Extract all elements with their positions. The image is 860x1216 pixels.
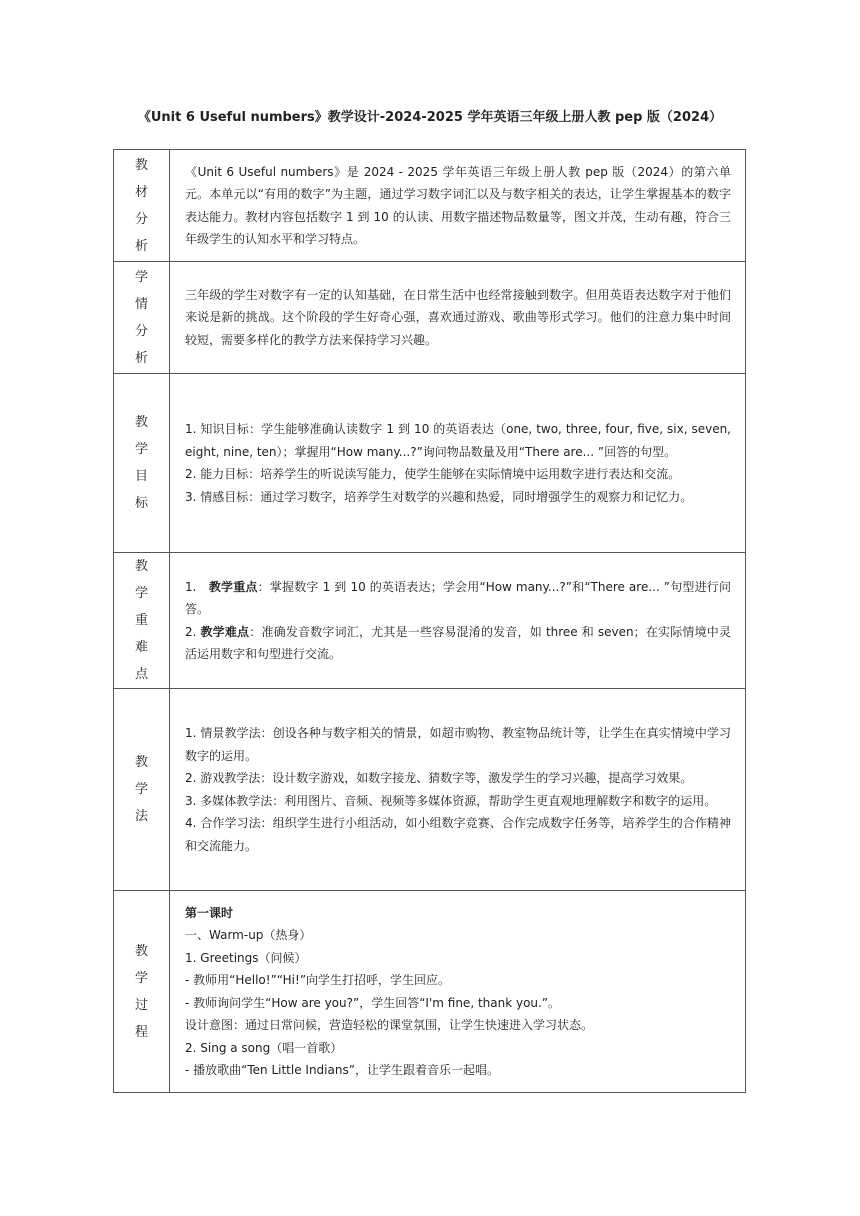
- table-row-key-difficult-points: [114, 553, 746, 689]
- item-prefix: 1.: [185, 579, 209, 594]
- row-content-cell: [170, 262, 746, 374]
- row-label: 教学重难点: [134, 559, 148, 682]
- item-heading: 教学难点: [200, 624, 250, 639]
- row-label-cell: [114, 553, 170, 689]
- item-text: ：掌握数字 1 到 10 的英语表达；学会用“How many...?”和“There are... ”句型进行问答。: [185, 579, 731, 616]
- lesson-heading: 第一课时: [185, 905, 234, 920]
- row-content-cell: [170, 553, 746, 689]
- table-row-learner-analysis: [114, 262, 746, 374]
- row-label: 教学过程: [134, 943, 148, 1040]
- item-text: ：准确发音数字词汇，尤其是一些容易混淆的发音，如 three 和 seven；在实际情境中灵活运用数字和句型进行交流。: [185, 624, 731, 661]
- process-line: 一、Warm-up（热身）: [185, 928, 312, 942]
- process-line: - 播放歌曲“Ten Little Indians”，让学生跟着音乐一起唱。: [185, 1063, 499, 1077]
- paragraph: 《Unit 6 Useful numbers》是 2024 - 2025 学年英语三年级上册人教 pep 版（2024）的第六单元。本单元以“有用的数字”为主题，通过学习数字词汇以及与数字相关的表达，让学生掌握基本的数字表达能力。教材内容包括数字 1 到 10 的认读、用数字描述物品数量等，图文并茂，生动有趣，符合三年级学生的认知水平和学习特点。: [185, 164, 731, 246]
- method-item: 3. 多媒体教学法：利用图片、音频、视频等多媒体资源，帮助学生更直观地理解数字和数字的运用。: [185, 793, 717, 808]
- table-row-textbook-analysis: [114, 150, 746, 262]
- objective-item: 1. 知识目标：学生能够准确认读数字 1 到 10 的英语表达（one, two, three, four, five, six, seven, eight, nine, ten）；掌握用“How many...?”询问物品数量及用“There are... ”回答的句型。: [185, 422, 731, 459]
- item-prefix: 2.: [185, 624, 201, 639]
- row-label: 教材分析: [134, 157, 148, 254]
- row-label-cell: [114, 150, 170, 262]
- row-content-cell: [170, 150, 746, 262]
- method-item: 2. 游戏教学法：设计数字游戏，如数字接龙、猜数字等，激发学生的学习兴趣，提高学习效果。: [185, 771, 693, 785]
- difficult-point-item: [185, 621, 731, 666]
- process-line: - 教师询问学生“How are you?”，学生回答“I'm fine, thank you.”。: [185, 995, 561, 1010]
- row-label-cell: [114, 689, 170, 891]
- document-title: 《Unit 6 Useful numbers》教学设计-2024-2025 学年英语三年级上册人教 pep 版（2024）: [137, 110, 723, 125]
- objective-item: 2. 能力目标：培养学生的听说读写能力，使学生能够在实际情境中运用数字进行表达和交流。: [185, 467, 681, 481]
- row-label: 教学目标: [134, 415, 148, 511]
- row-content-cell: [170, 689, 746, 891]
- objective-item: 3. 情感目标：通过学习数字，培养学生对数学的兴趣和热爱，同时增强学生的观察力和记忆力。: [185, 489, 693, 504]
- table-row-teaching-process: [114, 891, 746, 1093]
- process-line: 1. Greetings（问候）: [185, 950, 307, 965]
- table-row-teaching-objectives: [114, 374, 746, 553]
- row-label: 学情分析: [134, 269, 148, 366]
- table-row-teaching-methods: [114, 689, 746, 891]
- row-label: 教学法: [134, 755, 148, 824]
- process-line: - 教师用“Hello!”“Hi!”向学生打招呼，学生回应。: [185, 973, 451, 987]
- key-point-item: [185, 576, 731, 621]
- process-line: 2. Sing a song（唱一首歌）: [185, 1040, 343, 1055]
- row-content-cell: [170, 374, 746, 553]
- process-line: 设计意图：通过日常问候，营造轻松的课堂氛围，让学生快速进入学习状态。: [185, 1018, 594, 1032]
- row-label-cell: [114, 891, 170, 1093]
- paragraph: 三年级的学生对数字有一定的认知基础，在日常生活中也经常接触到数字。但用英语表达数字对于他们来说是新的挑战。这个阶段的学生好奇心强，喜欢通过游戏、歌曲等形式学习。他们的注意力集中时间较短，需要多样化的教学方法来保持学习兴趣。: [185, 287, 731, 347]
- method-item: 4. 合作学习法：组织学生进行小组活动，如小组数字竞赛、合作完成数字任务等，培养学生的合作精神和交流能力。: [185, 816, 731, 853]
- lesson-plan-table: [113, 149, 746, 1093]
- method-item: 1. 情景教学法：创设各种与数字相关的情景，如超市购物、教室物品统计等，让学生在真实情境中学习数字的运用。: [185, 726, 731, 763]
- row-content-cell: [170, 891, 746, 1093]
- row-label-cell: [114, 262, 170, 374]
- row-label-cell: [114, 374, 170, 553]
- item-heading: 教学重点: [208, 579, 258, 594]
